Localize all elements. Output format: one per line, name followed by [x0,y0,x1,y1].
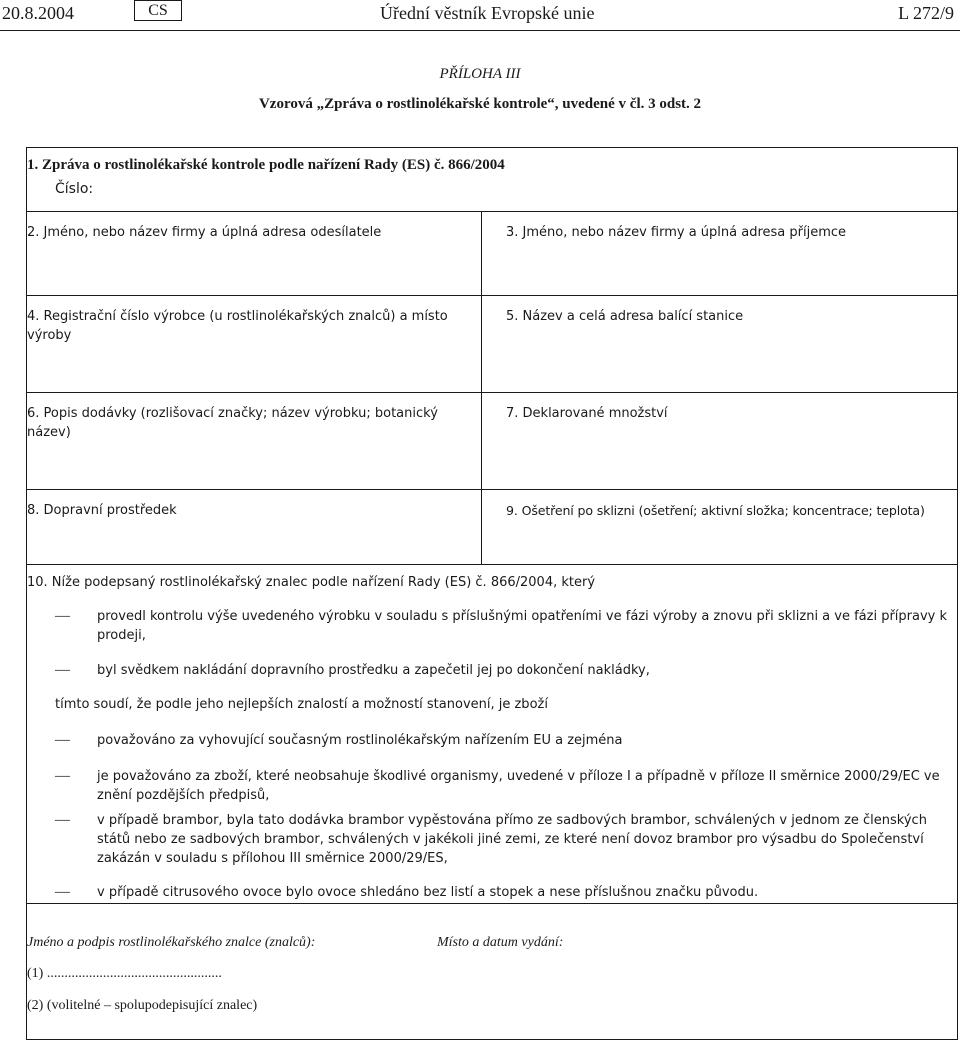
inspection-report-form [26,147,958,1040]
form-row-sender-recipient [27,211,957,296]
declaration-item [55,883,951,902]
field-4-producer [27,295,482,392]
journal-title: Úřední věstník Evropské unie [380,3,595,23]
place-date-label: Místo a datum vydání: [437,935,564,950]
field-9-treatment [482,489,957,564]
declaration-item-text: je považováno za zboží, které neobsahuje škodlivé organismy, uvedené v příloze I a případně v příloze II směrnice 2000/29/EC ve znění pozdějších předpisů, [97,769,940,803]
annex-subtitle: Vzorová „Zpráva o rostlinolékařské kontrole“, uvedené v čl. 3 odst. 2 [258,96,702,112]
field-7-label: 7. Deklarované množství [506,406,668,421]
field-1-report-number [27,148,957,212]
form-row-producer-packing [27,295,957,393]
language-code-box: CS [134,0,182,21]
declaration-item-text: provedl kontrolu výše uvedeného výrobku v souladu s příslušnými opatřeními ve fázi výroby a znovu při sklizni a ve fázi přípravy k prodeji, [97,609,948,643]
signer-2-line: (2) (volitelné – spolupodepisující znalec) [27,998,258,1013]
declaration-item [55,811,951,868]
field-1-number-label: Číslo: [55,181,94,197]
field-6-consignment [27,392,482,489]
signature-section [27,928,957,1038]
declaration-conclusion: tímto soudí, že podle jeho nejlepších znalostí a možností stanovení, je zboží [55,697,548,712]
declaration-item-text: v případě brambor, byla tato dodávka brambor vypěstována přímo ze sadbových brambor, schválených v jednom ze členských států nebo ze sadbových brambor, schválených v jakékoli jiné zemi, ze které není dovoz brambor pro výsadbu do Společenství zakázán v souladu s přílohou III směrnice 2000/29/ES, [97,813,927,866]
form-row-consignment-quantity [27,392,957,490]
dash-bullet: — [55,812,70,828]
field-5-label: 5. Název a celá adresa balící stanice [506,309,744,324]
dash-bullet: — [55,662,70,678]
field-1-label: 1. Zpráva o rostlinolékařské kontrole podle nařízení Rady (ES) č. 866/2004 [27,157,505,173]
declaration-item-text: považováno za vyhovující současným rostlinolékařským nařízením EU a zejména [97,733,623,748]
dash-bullet: — [55,608,70,624]
dash-bullet: — [55,732,70,748]
field-4-label: 4. Registrační číslo výrobce (u rostlinolékařských znalců) a místo výroby [27,309,448,343]
field-7-quantity [482,392,957,489]
field-10-intro: 10. Níže podepsaný rostlinolékařský znalec podle nařízení Rady (ES) č. 866/2004, který [27,575,596,590]
field-3-recipient [482,211,957,295]
declaration-item [55,607,951,645]
field-3-label: 3. Jméno, nebo název firmy a úplná adresa příjemce [506,225,847,240]
declaration-item [55,661,951,680]
dash-bullet: — [55,884,70,900]
publication-date: 20.8.2004 [2,3,74,23]
field-8-transport [27,489,482,564]
journal-header [0,0,960,31]
field-2-label: 2. Jméno, nebo název firmy a úplná adresa odesílatele [27,225,382,240]
inspector-name-signature-label: Jméno a podpis rostlinolékařského znalce (znalců): [27,935,316,950]
declaration-item-text: byl svědkem nakládání dopravního prostředku a zapečetil jej po dokončení nakládky, [97,663,650,678]
form-row-transport-treatment [27,489,957,564]
field-2-sender [27,211,482,295]
declaration-item-text: v případě citrusového ovoce bylo ovoce shledáno bez listí a stopek a nese příslušnou značku původu. [97,885,759,900]
dash-bullet: — [55,768,70,784]
field-9-label: 9. Ošetření po sklizni (ošetření; aktivní složka; koncentrace; teplota) [506,503,925,518]
annex-title: PŘÍLOHA III [439,66,521,82]
signer-1-line: (1) .................................................. [27,966,222,981]
declaration-item [55,731,951,750]
page-reference: L 272/9 [898,3,954,23]
field-8-label: 8. Dopravní prostředek [27,503,177,518]
field-10-declaration [27,564,957,904]
field-6-label: 6. Popis dodávky (rozlišovací značky; název výrobku; botanický název) [27,406,438,440]
declaration-item [55,767,951,805]
field-5-packing-station [482,295,957,392]
